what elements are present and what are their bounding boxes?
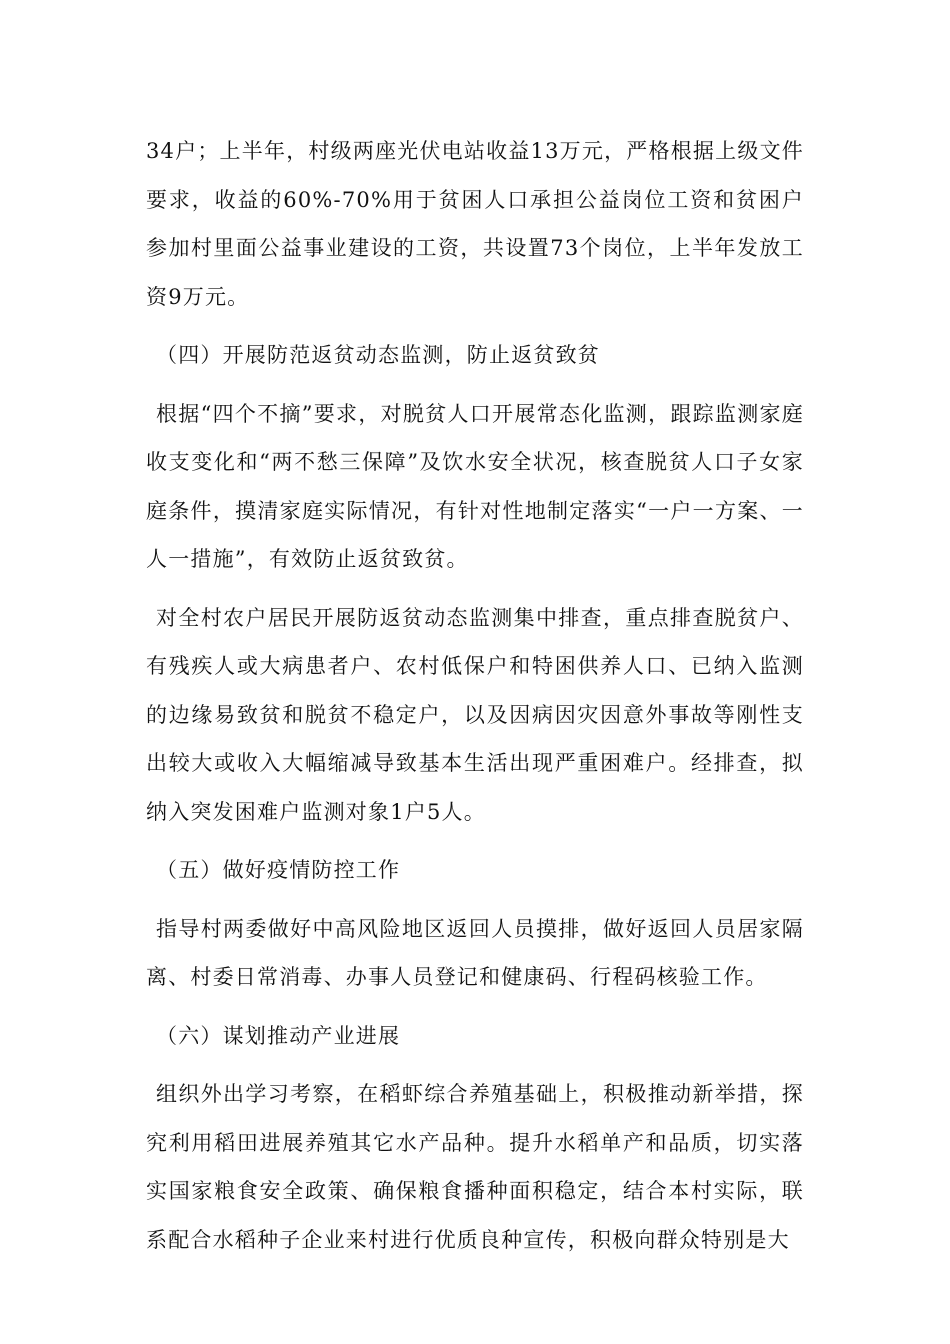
paragraph-screening: 对全村农户居民开展防返贫动态监测集中排查，重点排查脱贫户、有残疾人或大病患者户、农村低保户和特困供养人口、已纳入监测的边缘易致贫和脱贫不稳定户，以及因病因灾因意外事故等刚性支出较大或收入大幅缩减导致基本生活出现严重困难户。经排查，拟纳入突发困难户监测对象1户5人。: [146, 605, 804, 824]
paragraph-industry: 组织外出学习考察，在稻虾综合养殖基础上，积极推动新举措，探究利用稻田进展养殖其它水产品种。提升水稻单产和品质，切实落实国家粮食安全政策、确保粮食播种面积稳定，结合本村实际，联系配合水稻种子企业来村进行优质良种宣传，积极向群众特别是大: [146, 1082, 804, 1252]
section-heading-4: （四）开展防范返贫动态监测，防止返贫致贫: [156, 343, 600, 367]
paragraph-epidemic: 指导村两委做好中高风险地区返回人员摸排，做好返回人员居家隔离、村委日常消毒、办事人员登记和健康码、行程码核验工作。: [146, 916, 804, 989]
paragraph-income-summary: 34户；上半年，村级两座光伏电站收益13万元，严格根据上级文件要求，收益的60%-70%用于贫困人口承担公益岗位工资和贫困户参加村里面公益事业建设的工资，共设置73个岗位，上半年发放工资9万元。: [146, 139, 804, 309]
section-heading-6: （六）谋划推动产业进展: [156, 1023, 401, 1048]
section-heading-5: （五）做好疫情防控工作: [156, 858, 401, 882]
document-body: [146, 127, 804, 1274]
paragraph-monitoring: 根据“四个不摘”要求，对脱贫人口开展常态化监测，跟踪监测家庭收支变化和“两不愁三保障”及饮水安全状况，核查脱贫人口子女家庭条件，摸清家庭实际情况，有针对性地制定落实“一户一方案、一人一措施”，有效防止返贫致贫。: [146, 401, 804, 571]
